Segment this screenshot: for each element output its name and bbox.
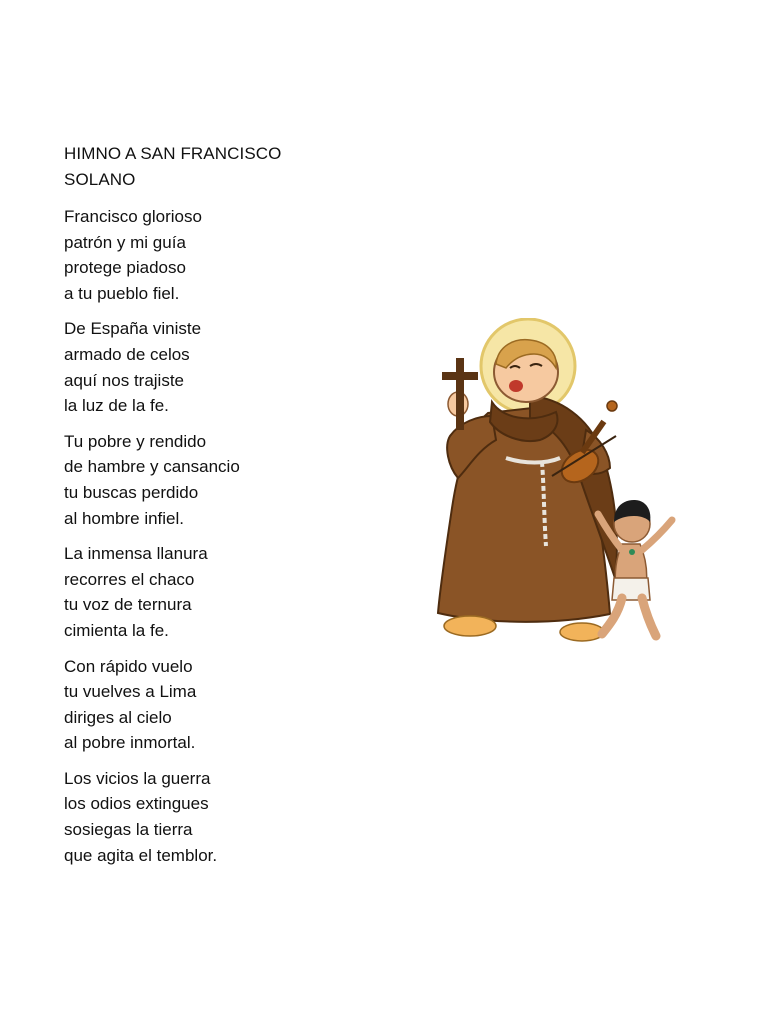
saint-with-violin-and-child-illustration [410, 318, 700, 653]
verse-line: Con rápido vuelo [64, 656, 193, 676]
verse-line: sosiegas la tierra [64, 820, 193, 840]
verse-line: aquí nos trajiste [64, 370, 185, 390]
verse-line: tu vuelves a Lima [64, 682, 197, 702]
stanza-2 [64, 316, 384, 418]
sandal-left-icon [444, 616, 496, 636]
stanza-3 [64, 429, 384, 531]
verse-line: al pobre inmortal. [64, 733, 196, 753]
hymn-text [64, 141, 384, 868]
stanza-5 [64, 654, 384, 756]
verse-line: los odios extingues [64, 794, 209, 814]
verse-line: que agita el temblor. [64, 845, 218, 865]
verse-line: la luz de la fe. [64, 396, 169, 416]
verse-line: armado de celos [64, 344, 190, 364]
verse-line: patrón y mi guía [64, 232, 186, 252]
child-right-leg [642, 598, 656, 636]
verse-line: diriges al cielo [64, 707, 172, 727]
verse-line: Los vicios la guerra [64, 768, 211, 788]
verse-line: tu voz de ternura [64, 595, 192, 615]
verse-line: Tu pobre y rendido [64, 431, 207, 451]
hymn-title [64, 141, 384, 193]
verse-line: recorres el chaco [64, 569, 195, 589]
child-necklace-icon [629, 549, 635, 555]
stanza-4 [64, 541, 384, 643]
saint-mouth-icon [509, 380, 523, 392]
verse-line: protege piadoso [64, 258, 186, 278]
verse-line: al hombre infiel. [64, 508, 185, 528]
verse-line: a tu pueblo fiel. [64, 283, 180, 303]
stanza-1 [64, 204, 384, 306]
cross-vertical-bar [456, 358, 464, 430]
verse-line: tu buscas perdido [64, 482, 199, 502]
violin-scroll [607, 401, 617, 411]
verse-line: cimienta la fe. [64, 620, 169, 640]
title-line-1: HIMNO A SAN FRANCISCO [64, 144, 282, 163]
cross-horizontal-bar [442, 372, 478, 380]
verse-line: de hambre y cansancio [64, 457, 240, 477]
verse-line: La inmensa llanura [64, 544, 208, 564]
stanza-6 [64, 766, 384, 868]
title-line-2: SOLANO [64, 170, 136, 189]
verse-line: De España viniste [64, 319, 202, 339]
sandal-right-icon [560, 623, 604, 641]
verse-line: Francisco glorioso [64, 207, 202, 226]
